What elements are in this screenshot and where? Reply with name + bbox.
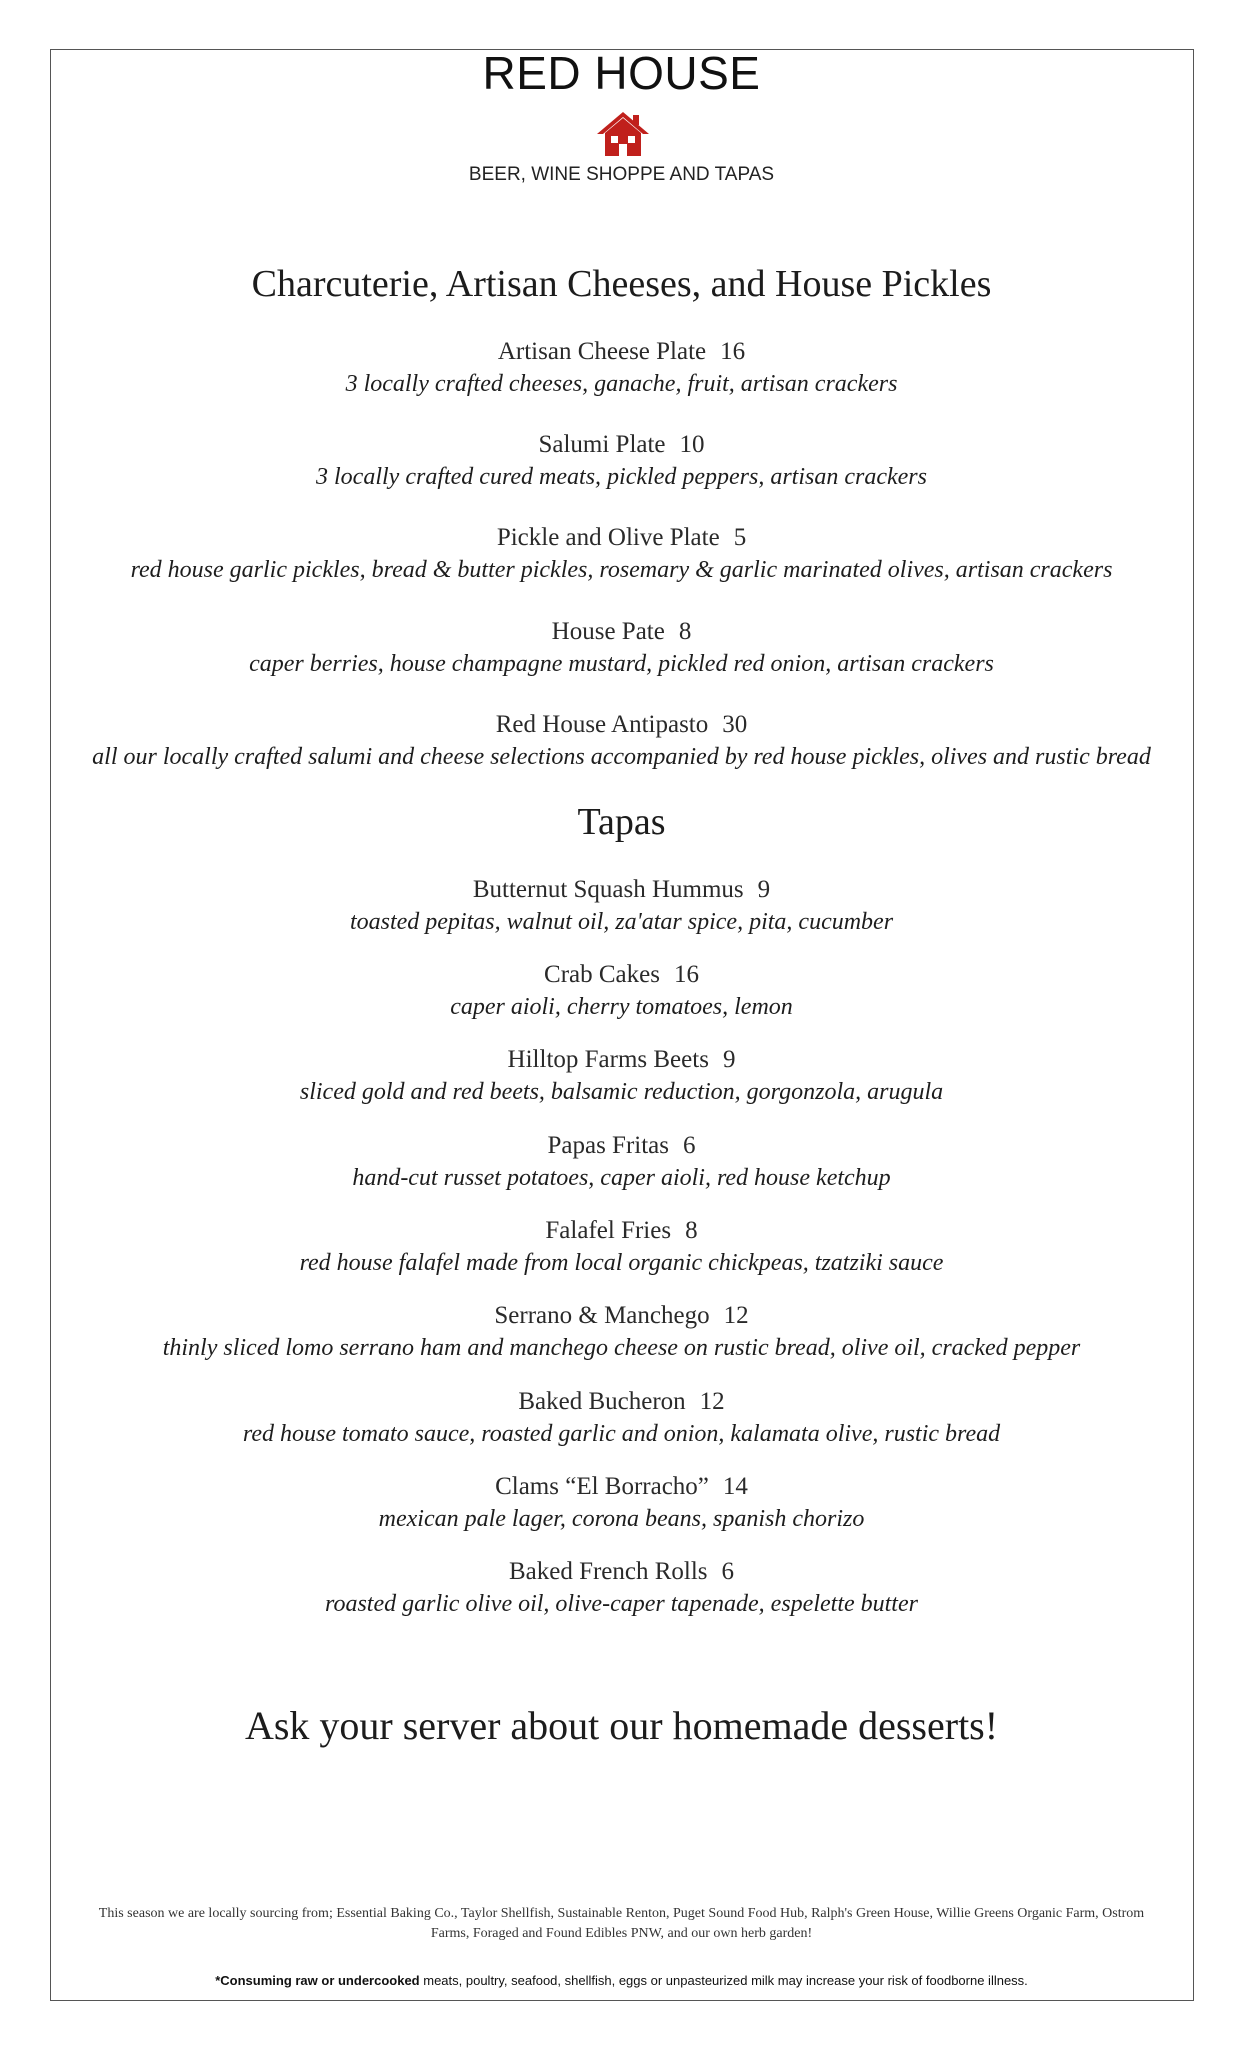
item-name: Salumi Plate	[538, 431, 666, 458]
item-description: hand-cut russet potatoes, caper aioli, red house ketchup	[352, 1165, 891, 1191]
item-description: 3 locally crafted cheeses, ganache, fruit, artisan crackers	[345, 371, 898, 397]
menu-item	[0, 874, 1243, 938]
item-description: red house garlic pickles, bread & butter pickles, rosemary & garlic marinated olives, artisan crackers	[130, 557, 1113, 583]
item-price: 12	[699, 1388, 725, 1415]
foodborne-warning	[0, 1973, 1243, 1988]
restaurant-name: RED HOUSE	[482, 47, 761, 99]
item-description: red house tomato sauce, roasted garlic and onion, kalamata olive, rustic bread	[242, 1421, 1001, 1447]
warning-text: meats, poultry, seafood, shellfish, eggs or unpasteurized milk may increase your risk of foodborne illness.	[419, 1973, 1028, 1988]
menu-item	[0, 1386, 1243, 1450]
menu-item	[0, 616, 1243, 680]
item-description: sliced gold and red beets, balsamic reduction, gorgonzola, arugula	[299, 1079, 944, 1105]
menu-item	[0, 429, 1243, 493]
menu-item	[0, 709, 1243, 773]
item-description: red house falafel made from local organic chickpeas, tzatziki sauce	[299, 1250, 944, 1276]
warning-bold-text: *Consuming raw or undercooked	[215, 1973, 420, 1988]
menu-item	[0, 336, 1243, 400]
sourcing-note: This season we are locally sourcing from; Essential Baking Co., Taylor Shellfish, Sustainable Renton, Puget Sound Food Hub, Ralph's Green House, Willie Greens Organic Farm, Ostrom Farms, Foraged and Found Edibles PNW, and our own herb garden!	[98, 1906, 1145, 1941]
item-description: thinly sliced lomo serrano ham and manchego cheese on rustic bread, olive oil, cracked pepper	[162, 1335, 1081, 1361]
item-name: Hilltop Farms Beets	[507, 1046, 709, 1073]
dessert-note: Ask your server about our homemade desserts!	[244, 1703, 999, 1748]
item-price: 16	[720, 338, 746, 365]
item-name: Baked French Rolls	[508, 1558, 708, 1585]
item-price: 8	[685, 1217, 698, 1244]
menu-item	[0, 1471, 1243, 1535]
menu-item	[0, 1300, 1243, 1364]
house-icon	[595, 110, 651, 158]
item-price: 16	[673, 961, 699, 988]
item-price: 14	[722, 1473, 748, 1500]
item-price: 5	[733, 524, 747, 551]
item-description: roasted garlic olive oil, olive-caper tapenade, espelette butter	[325, 1591, 918, 1617]
item-description: caper aioli, cherry tomatoes, lemon	[450, 994, 793, 1020]
item-description: caper berries, house champagne mustard, pickled red onion, artisan crackers	[249, 651, 994, 677]
item-price: 6	[683, 1132, 696, 1159]
item-price: 6	[721, 1558, 735, 1585]
item-description: mexican pale lager, corona beans, spanish chorizo	[378, 1506, 865, 1532]
tagline: BEER, WINE SHOPPE AND TAPAS	[468, 164, 775, 185]
section-heading-charcuterie: Charcuterie, Artisan Cheeses, and House Pickles	[251, 263, 992, 305]
item-description: 3 locally crafted cured meats, pickled peppers, artisan crackers	[316, 464, 927, 490]
item-price: 30	[722, 711, 748, 738]
menu-item	[0, 1044, 1243, 1108]
item-name: Falafel Fries	[545, 1217, 672, 1244]
item-name: House Pate	[551, 618, 665, 645]
item-price: 9	[722, 1046, 736, 1073]
item-description: toasted pepitas, walnut oil, za'atar spice, pita, cucumber	[349, 909, 894, 935]
menu-item	[0, 522, 1243, 586]
item-price: 8	[678, 618, 692, 645]
menu-item	[0, 1130, 1243, 1194]
item-name: Red House Antipasto	[495, 711, 709, 738]
menu-item	[0, 1215, 1243, 1279]
item-description: all our locally crafted salumi and cheese selections accompanied by red house pickles, olives and rustic bread	[92, 744, 1151, 770]
item-name: Pickle and Olive Plate	[496, 524, 720, 551]
item-name: Clams “El Borracho”	[495, 1473, 709, 1500]
section-heading-tapas: Tapas	[577, 801, 666, 843]
item-name: Papas Fritas	[547, 1132, 670, 1159]
item-name: Artisan Cheese Plate	[497, 338, 707, 365]
item-price: 12	[723, 1302, 749, 1329]
item-price: 9	[757, 876, 771, 903]
item-name: Crab Cakes	[544, 961, 660, 988]
item-name: Serrano & Manchego	[494, 1302, 710, 1329]
item-name: Butternut Squash Hummus	[472, 876, 744, 903]
menu-item	[0, 959, 1243, 1023]
item-name: Baked Bucheron	[518, 1388, 686, 1415]
menu-item	[0, 1556, 1243, 1620]
item-price: 10	[679, 431, 705, 458]
